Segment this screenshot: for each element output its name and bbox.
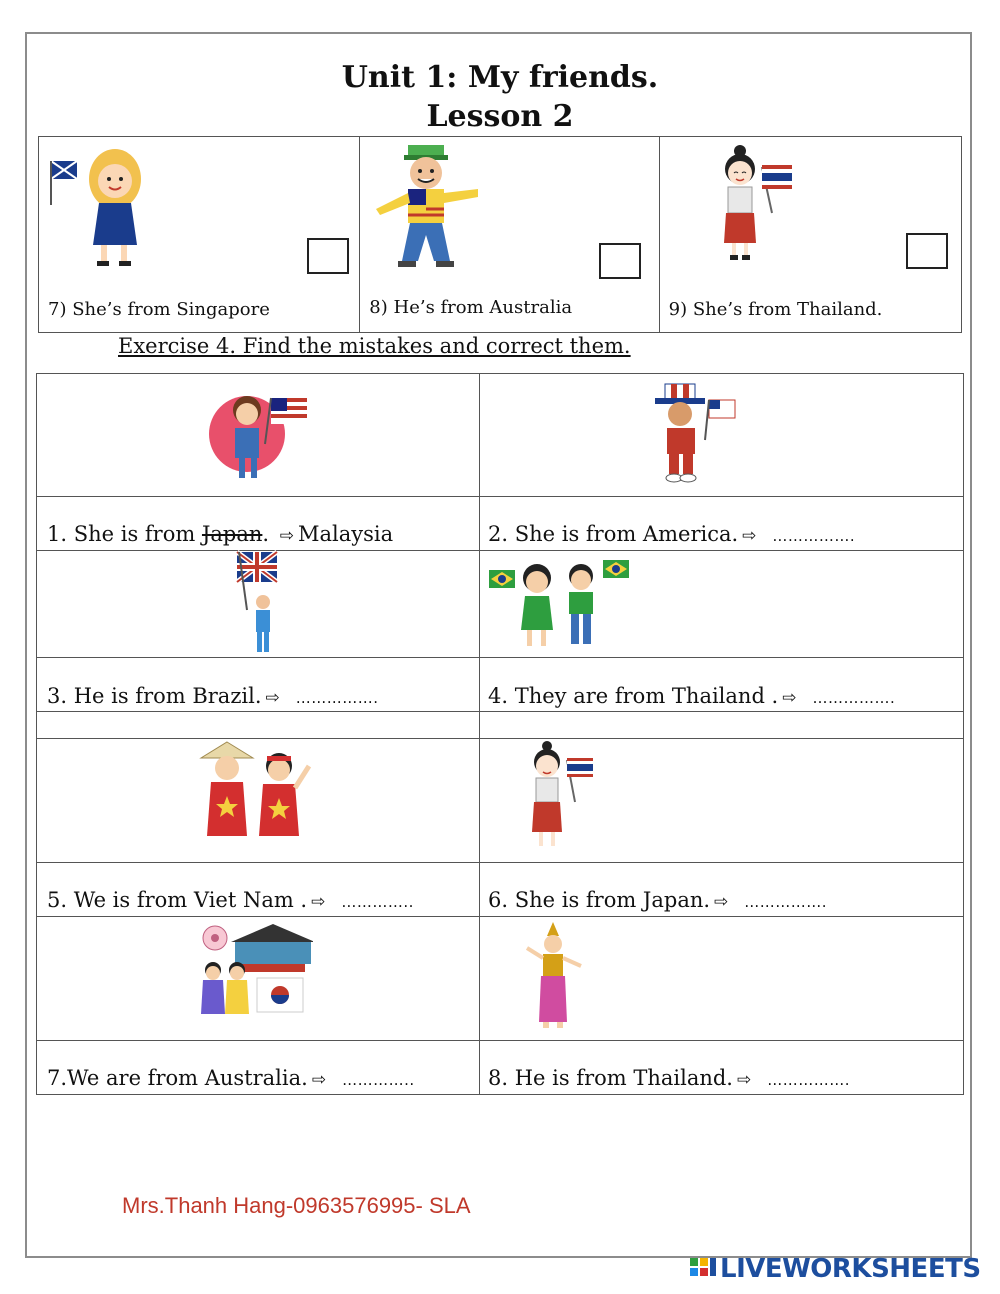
row-divider — [37, 738, 963, 739]
answer-blank-7[interactable]: ………….. — [342, 1071, 415, 1089]
girl-australia-flag-picture — [47, 145, 157, 273]
sentence-1 — [47, 522, 393, 546]
sentence-2 — [488, 522, 855, 546]
answer-checkbox-7[interactable] — [307, 238, 349, 274]
picture-cell-9 — [660, 137, 961, 332]
row-divider — [37, 916, 963, 917]
column-divider — [479, 374, 480, 1094]
answer-blank-5[interactable]: ………….. — [341, 893, 414, 911]
row-divider — [37, 496, 963, 497]
arrow-icon: ⇨ — [311, 1070, 327, 1090]
sentence-2-text: 2. She is from America. — [488, 522, 739, 546]
arrow-icon: ⇨ — [265, 688, 280, 708]
picture-caption-8: 8) He’s from Australia — [369, 297, 573, 318]
picture-cell-8 — [360, 137, 659, 332]
arrow-icon: ⇨ — [279, 526, 294, 546]
sentence-7 — [47, 1066, 415, 1090]
girl-thailand-flag-picture-2 — [525, 740, 597, 856]
kids-brazil-flags-picture — [487, 558, 633, 650]
answer-checkbox-8[interactable] — [599, 243, 641, 279]
answer-blank-3[interactable]: ……………. — [295, 689, 379, 707]
boy-uk-flag-picture — [233, 550, 283, 656]
struck-word: Japan — [201, 522, 263, 546]
exercise-heading: Exercise 4. Find the mistakes and correct them. — [118, 334, 631, 358]
girl-thailand-flag-picture — [716, 143, 806, 269]
sentence-3 — [47, 684, 379, 708]
sentence-3-text: 3. He is from Brazil. — [47, 684, 262, 708]
sentence-7-text: 7.We are from Australia. — [47, 1066, 308, 1090]
answer-checkbox-9[interactable] — [906, 233, 948, 269]
sentence-6-text: 6. She is from Japan. — [488, 888, 711, 912]
worksheet-subtitle: Lesson 2 — [426, 99, 574, 134]
boy-malaysia-shirt-picture — [372, 143, 484, 275]
arrow-icon: ⇨ — [742, 526, 757, 546]
row-divider — [37, 657, 963, 658]
worksheet-title: Unit 1: My friends. — [341, 60, 659, 95]
sentence-1-text: 1. She is from — [47, 522, 196, 546]
sentence-5 — [47, 888, 414, 912]
arrow-icon: ⇨ — [737, 1070, 752, 1090]
answer-blank-6[interactable]: ……………. — [744, 893, 828, 911]
sentence-8-text: 8. He is from Thailand. — [488, 1066, 733, 1090]
picture-caption-7: 7) She’s from Singapore — [48, 299, 270, 320]
sentence-4 — [488, 684, 895, 708]
row-divider — [37, 711, 963, 712]
answer-blank-4[interactable]: ……………. — [812, 689, 896, 707]
exercise-table — [36, 373, 964, 1095]
sentence-4-text: 4. They are from Thailand . — [488, 684, 779, 708]
picture-cell-7 — [39, 137, 360, 332]
answer-blank-2[interactable]: ……………. — [772, 527, 856, 545]
kids-korea-picture — [201, 920, 313, 1020]
girl-malaysia-flag-picture — [209, 384, 315, 488]
arrow-icon: ⇨ — [782, 688, 797, 708]
sentence-5-text: 5. We is from Viet Nam . — [47, 888, 308, 912]
thai-dancer-picture — [521, 922, 591, 1032]
sentence-1-answer: Malaysia — [298, 522, 394, 546]
row-divider — [37, 550, 963, 551]
liveworksheets-icon — [690, 1256, 718, 1282]
arrow-icon: ⇨ — [714, 892, 729, 912]
boy-usa-flag-picture — [647, 380, 739, 490]
picture-check-table — [38, 136, 962, 333]
row-divider — [37, 862, 963, 863]
answer-blank-8[interactable]: ……………. — [767, 1071, 851, 1089]
liveworksheets-logo[interactable] — [690, 1254, 981, 1284]
sentence-1-punct: . — [262, 522, 276, 546]
brand-name: LIVEWORKSHEETS — [720, 1254, 981, 1284]
teacher-credit: Mrs.Thanh Hang-0963576995- SLA — [122, 1193, 471, 1218]
kids-vietnam-picture — [197, 740, 315, 856]
sentence-6 — [488, 888, 827, 912]
sentence-8 — [488, 1066, 850, 1090]
picture-caption-9: 9) She’s from Thailand. — [668, 299, 883, 320]
arrow-icon: ⇨ — [311, 892, 326, 912]
row-divider — [37, 1040, 963, 1041]
